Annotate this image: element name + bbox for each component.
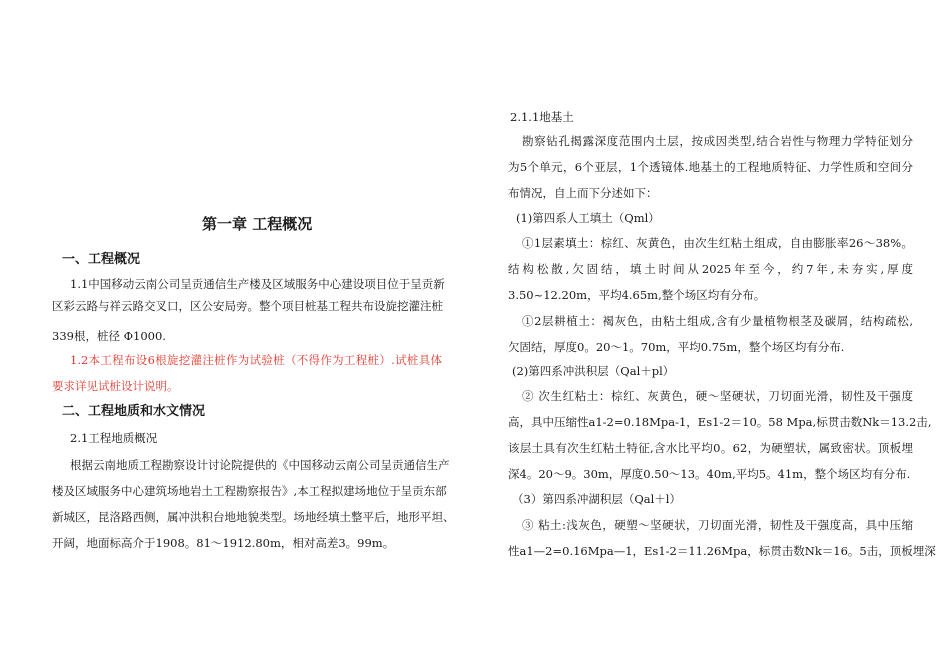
layer-1-2-line-2: 欠固结，厚度0。20～1。70m，平均0.75m，整个场区均有分布. — [508, 340, 845, 354]
layer-3-line-2: 性a1—2=0.16Mpa—1，Es1-2＝11.26Mpa，标贯击数Nk＝16。5击，顶板埋深 — [508, 544, 936, 558]
unit-3-title: （3）第四系冲湖积层（Qal＋l） — [512, 492, 681, 506]
unit-1-title: (1)第四系人工填土（Qml） — [516, 211, 660, 225]
intro-line-1: 勘察钻孔揭露深度范围内土层，按成因类型,结合岩性与物理力学特征划分 — [522, 134, 913, 148]
paragraph-3-line-3: 新城区，昆洛路西侧，属冲洪积台地地貌类型。场地经填土整平后，地形平坦、 — [52, 510, 455, 524]
layer-2-line-4: 深4。20～9。30m，厚度0.50～13。40m,平均5。41m，整个场区均有分布. — [508, 467, 911, 481]
paragraph-2-line-2: 要求详见试桩设计说明。 — [52, 379, 179, 393]
section2-title: 二、工程地质和水文情况 — [62, 404, 206, 419]
paragraph-2-line-1: 1.2本工程布设6根旋挖灌注桩作为试验桩（不得作为工程桩）.试桩具体 — [70, 353, 442, 367]
layer-1-1-line-3: 3.50~12.20m，平均4.65m,整个场区均有分布。 — [508, 288, 766, 302]
section1-title: 一、工程概况 — [62, 252, 141, 267]
paragraph-1-line-1: 1.1中国移动云南公司呈贡通信生产楼及区域服务中心建设项目位于呈贡新 — [70, 277, 445, 291]
paragraph-3-line-1: 根据云南地质工程勘察设计讨论院提供的《中国移动云南公司呈贡通信生产 — [70, 458, 450, 472]
layer-1-1-line-2: 结构松散,欠固结，填土时间从2025年至今，约7年,未夯实,厚度 — [508, 262, 913, 276]
intro-line-3: 布情况，自上而下分述如下： — [508, 186, 658, 200]
chapter-title: 第一章 工程概况 — [202, 215, 313, 233]
unit-2-title: (2)第四系冲洪积层（Qal＋pl） — [512, 364, 675, 378]
layer-1-1-line-1: ①1层素填土：棕红、灰黄色，由次生红粘土组成，自由膨胀率26～38%。 — [522, 236, 913, 250]
layer-3-line-1: ③ 粘土:浅灰色，硬塑～坚硬状，刀切面光滑，韧性及干强度高，具中压缩 — [522, 518, 913, 532]
paragraph-3-line-4: 开阔，地面标高介于1908。81～1912.80m，相对高差3。99m。 — [52, 536, 395, 550]
subsection-2-1-title: 2.1工程地质概况 — [70, 431, 158, 445]
paragraph-1-line-3: 339根，桩径 Φ1000. — [52, 329, 166, 343]
layer-1-2-line-1: ①2层耕植土：褐灰色，由粘土组成,含有少量植物根茎及碳屑，结构疏松, — [522, 314, 913, 328]
paragraph-1-line-2: 区彩云路与祥云路交叉口，区公安局旁。整个项目桩基工程共布设旋挖灌注桩 — [52, 299, 443, 313]
paragraph-3-line-2: 楼及区域服务中心建筑场地岩土工程勘察报告》,本工程拟建场地位于呈贡东部 — [52, 484, 447, 498]
subsection-2-1-1-title: 2.1.1地基土 — [510, 110, 574, 124]
layer-2-line-1: ② 次生红粘土：棕红、灰黄色，硬～坚硬状，刀切面光滑，韧性及干强度 — [522, 389, 913, 403]
intro-line-2: 为5个单元，6个亚层，1个透镜体.地基土的工程地质特征、力学性质和空间分 — [508, 160, 913, 174]
layer-2-line-2: 高，具中压缩性a1-2=0.18Mpa-1，Es1-2＝10。58 Mpa,标贯击数Nk＝13.2击, — [508, 415, 932, 429]
layer-2-line-3: 该层土具有次生红粘土特征,含水比平均0。62，为硬塑状，属致密状。顶板埋 — [508, 441, 913, 455]
